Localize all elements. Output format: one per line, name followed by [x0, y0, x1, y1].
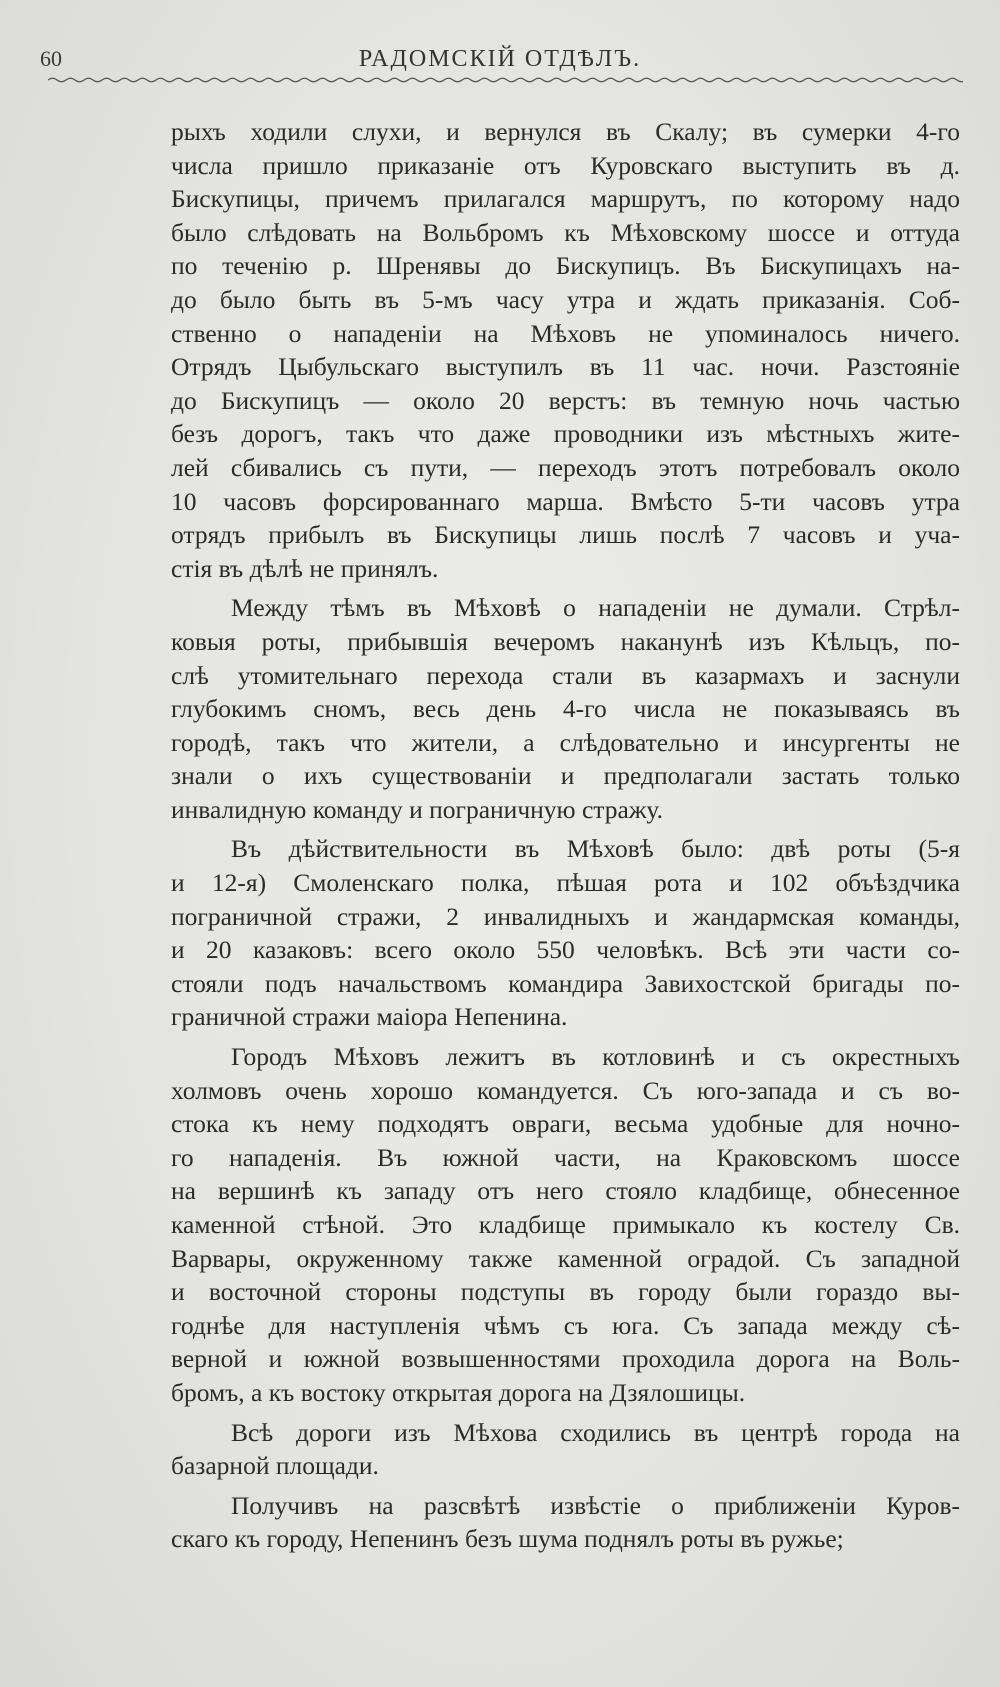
text-line: пограничной стражи, 2 инвалидныхъ и жандармская команды, [171, 901, 960, 931]
text-line: Городъ Мѣховъ лежитъ въ котловинѣ и съ окрестныхъ [231, 1042, 960, 1072]
page-number: 60 [40, 46, 62, 71]
text-line: отрядъ прибылъ въ Бискупицы лишь послѣ 7 часовъ и уча- [171, 520, 960, 550]
text-line: стояли подъ начальствомъ командира Завихостской бригады по- [171, 968, 960, 998]
text-line: 10 часовъ форсированнаго марша. Вмѣсто 5-ти часовъ утра [171, 486, 960, 516]
text-line: было слѣдовать на Вольбромъ къ Мѣховскому шоссе и оттуда [171, 217, 960, 247]
text-line: рыхъ ходили слухи, и вернулся въ Скалу; въ сумерки 4-го [171, 117, 960, 146]
text-line: Всѣ дороги изъ Мѣхова сходились въ центрѣ города на [231, 1417, 960, 1447]
paragraph [171, 1416, 960, 1483]
text-line: Въ дѣйствительности въ Мѣховѣ было: двѣ роты (5-я [231, 834, 960, 864]
text-line: и восточной стороны подступы въ городу были гораздо вы- [171, 1277, 960, 1307]
running-title: РАДОМСКІЙ ОТДѢЛЪ. [358, 46, 642, 72]
text-line: каменной стѣной. Это кладбище примыкало къ костелу Св. [171, 1210, 960, 1239]
text-line: Отрядъ Цыбульскаго выступилъ въ 11 час. ночи. Разстояніе [171, 352, 960, 382]
text-line: ственно о нападеніи на Мѣховъ не упоминалось ничего. [171, 318, 960, 348]
text-line: граничной стражи маіора Непенина. [171, 1002, 568, 1032]
text-line: стія въ дѣлѣ не принялъ. [171, 553, 439, 583]
body-text [171, 115, 960, 1562]
text-line: бромъ, а къ востоку открытая дорога на Дзялошицы. [171, 1377, 746, 1407]
paragraph [171, 1489, 960, 1556]
text-line: и 12-я) Смоленскаго полка, пѣшая рота и 102 объѣздчика [171, 868, 960, 898]
text-line: знали о ихъ существованіи и предполагали застать только [171, 761, 960, 791]
text-line: городѣ, такъ что жители, а слѣдовательно и инсургенты не [171, 727, 960, 757]
paragraph [171, 115, 960, 585]
text-line: стока къ нему подходятъ овраги, весьма удобные для ночно- [171, 1109, 960, 1139]
text-line: числа пришло приказаніе отъ Куровскаго выступить въ д. [171, 150, 960, 180]
paragraph [171, 591, 960, 826]
text-line: слѣ утомительнаго перехода стали въ казармахъ и заснули [171, 660, 960, 690]
text-line: ковыя роты, прибывшія вечеромъ наканунѣ изъ Кѣльцъ, по- [171, 626, 960, 656]
paragraph [171, 832, 960, 1034]
text-line: глубокимъ сномъ, весь день 4-го числа не показываясь въ [171, 694, 960, 724]
text-line: верной и южной возвышенностями проходила дорога на Воль- [171, 1344, 960, 1374]
decorative-wavy-rule [48, 76, 963, 84]
text-line: инвалидную команду и пограничную стражу. [171, 794, 664, 824]
text-line: до Бискупицъ — около 20 верстъ: въ темную ночь частью [171, 385, 960, 415]
text-line: базарной площади. [171, 1451, 379, 1481]
text-line: Варвары, окруженному также каменной оградой. Съ западной [171, 1243, 960, 1273]
text-line: по теченію р. Шренявы до Бискупицъ. Въ Бискупицахъ на- [171, 251, 960, 281]
paragraph [171, 1040, 960, 1410]
text-line: Бискупицы, причемъ прилагался маршрутъ, по которому надо [171, 184, 960, 214]
text-line: до было быть въ 5-мъ часу утра и ждать приказанія. Соб- [171, 284, 960, 314]
text-line: Между тѣмъ въ Мѣховѣ о нападеніи не думали. Стрѣл- [231, 593, 960, 623]
text-line: на вершинѣ къ западу отъ него стояло кладбище, обнесенное [171, 1176, 960, 1206]
text-line: Получивъ на разсвѣтѣ извѣстіе о приближеніи Куров- [231, 1490, 960, 1520]
text-line: скаго къ городу, Непенинъ безъ шума поднялъ роты въ ружье; [171, 1524, 844, 1554]
text-line: холмовъ очень хорошо командуется. Съ юго-запада и съ во- [171, 1075, 960, 1105]
text-line: го нападенія. Въ южной части, на Краковскомъ шоссе [171, 1142, 960, 1172]
text-line: и 20 казаковъ: всего около 550 человѣкъ. Всѣ эти части со- [171, 935, 960, 965]
text-line: безъ дорогъ, такъ что даже проводники изъ мѣстныхъ жите- [171, 419, 960, 449]
text-line: лей сбивались съ пути, — переходъ этотъ потребовалъ около [171, 452, 960, 482]
text-line: годнѣе для наступленія чѣмъ съ юга. Съ запада между сѣ- [171, 1310, 960, 1340]
